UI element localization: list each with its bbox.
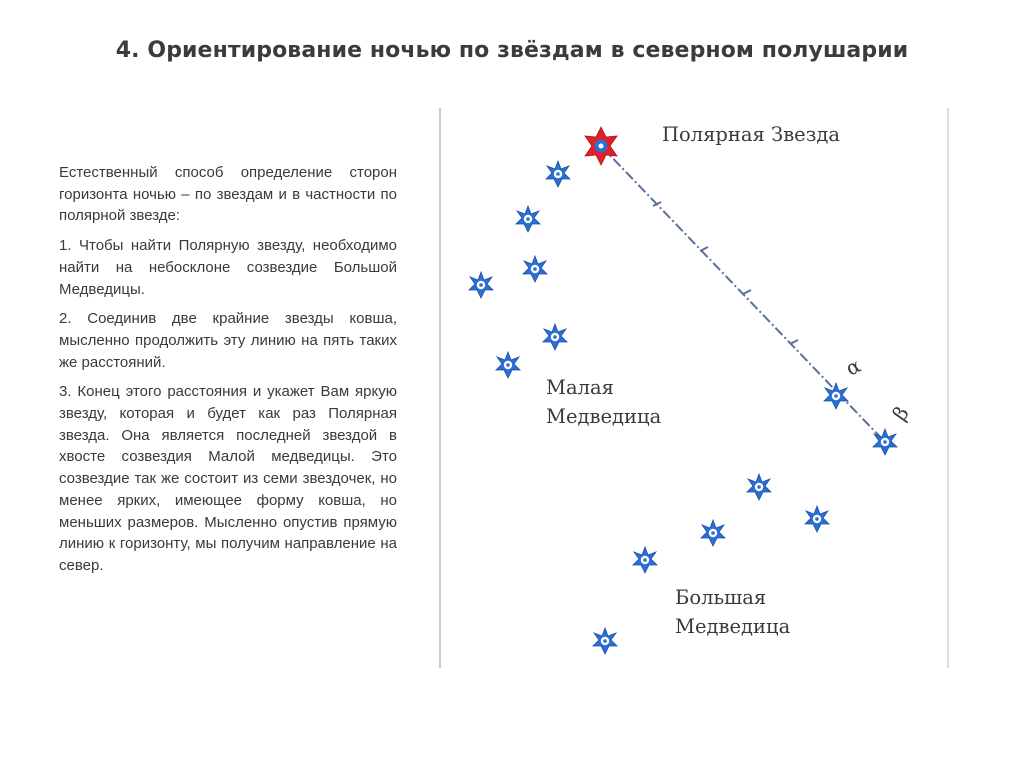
- big-dipper-label-line2: Медведица: [675, 615, 791, 638]
- big-dipper-star-icon: [701, 520, 725, 546]
- big-dipper-star-icon: [593, 628, 617, 654]
- little-dipper-star-icon: [516, 206, 540, 232]
- little-dipper-star-icon: [496, 352, 520, 378]
- big-dipper-label-line1: Большая: [675, 586, 767, 609]
- beta-mark: β: [887, 401, 914, 425]
- polaris-label: Полярная Звезда: [662, 123, 840, 146]
- polaris-star-icon: [585, 127, 617, 165]
- big-dipper-star-icon: [633, 547, 657, 573]
- intro-paragraph: Естественный способ определение сторон горизонта ночью – по звездам и в частности по полярной звезде:: [59, 164, 397, 225]
- little-dipper-label-line1: Малая: [546, 376, 614, 399]
- little-dipper-star-icon: [546, 161, 570, 187]
- big-dipper-star-icon: [747, 474, 771, 500]
- step-1-paragraph: 1. Чтобы найти Полярную звезду, необходимо найти на небосклоне созвездие Большой Медведицы.: [59, 237, 397, 298]
- step-3-paragraph: 3. Конец этого расстояния и укажет Вам яркую звезду, которая и будет как раз Полярная звезда. Она является последней звездой в хвосте созвездия Малой медведицы. Это созвездие так же состоит из семи звездочек, но менее ярких, имеющее форму ковша, но меньших размеров. Мысленно опустив прямую линию к горизонту, мы получим направление на север.: [59, 383, 397, 574]
- page-title: 4. Ориентирование ночью по звёздам в северном полушарии: [115, 38, 909, 63]
- star-diagram: [437, 108, 949, 668]
- big-dipper-star-icon: [805, 506, 829, 532]
- instruction-text: [59, 162, 397, 585]
- little-dipper-star-icon: [469, 272, 493, 298]
- little-dipper-label-line2: Медведица: [546, 405, 662, 428]
- alpha-mark: α: [841, 353, 865, 381]
- pointer-ticks: [653, 202, 798, 344]
- little-dipper-star-icon: [543, 324, 567, 350]
- step-2-paragraph: 2. Соединив две крайние звезды ковша, мысленно продолжить эту линию на пять таких же расстояний.: [59, 310, 397, 371]
- big-dipper-alpha-star-icon: [824, 383, 848, 409]
- little-dipper-star-icon: [523, 256, 547, 282]
